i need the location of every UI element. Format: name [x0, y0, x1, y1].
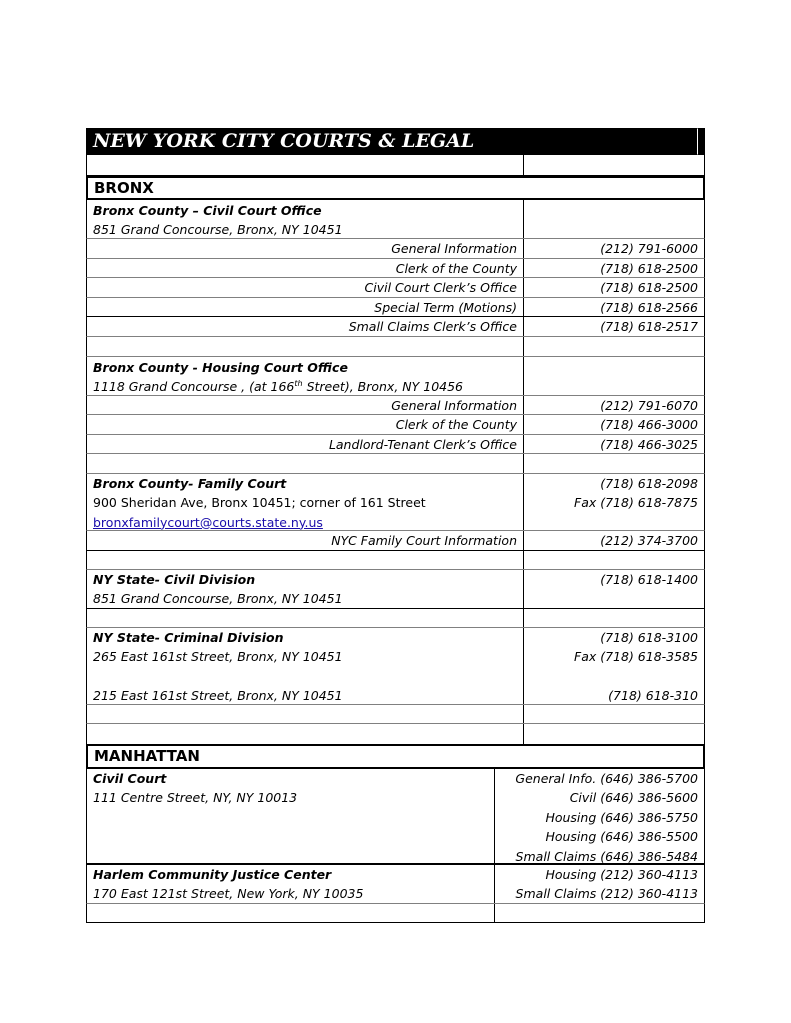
bronx-family-court-address: 900 Sheridan Ave, Bronx 10451; corner of 161 Street — [93, 495, 426, 511]
section-heading-bronx: BRONX — [86, 176, 705, 200]
spacer-row — [86, 551, 705, 570]
bronx-family-court-name: Bronx County- Family Court — [93, 476, 287, 491]
title-bar-end — [697, 128, 705, 155]
bronx-family-court-phone: (718) 618-2098 — [600, 476, 698, 491]
civil-division-address: 851 Grand Concourse, Bronx, NY 10451 — [93, 591, 343, 607]
contact-row — [86, 298, 705, 317]
contact-label: Clerk of the County — [395, 417, 517, 432]
contact-row — [86, 396, 705, 415]
contact-label: Landlord-Tenant Clerk’s Office — [328, 437, 517, 452]
bronx-housing-court-name: Bronx County - Housing Court Office — [93, 360, 348, 375]
contact-row — [86, 435, 705, 454]
page-title: NEW YORK CITY COURTS & LEGAL — [86, 128, 697, 155]
contact-phone: (212) 791-6000 — [600, 241, 698, 256]
criminal-division-phone-2: (718) 618-310 — [608, 688, 698, 704]
harlem-justice-center-row — [86, 865, 705, 904]
spacer-row — [86, 609, 705, 628]
contact-label: General Information — [391, 241, 517, 256]
bronx-family-court-row — [86, 474, 705, 531]
bronx-family-court-fax: Fax (718) 618-7875 — [574, 495, 698, 511]
spacer-row — [86, 705, 705, 724]
criminal-division-fax: Fax (718) 618-3585 — [574, 649, 698, 665]
spacer-row — [86, 904, 705, 923]
address-part: Street), Bronx, NY 10456 — [302, 379, 464, 395]
manhattan-civil-court-name: Civil Court — [93, 771, 167, 786]
address-part: 1118 Grand Concourse , (at 166 — [93, 379, 295, 395]
bronx-housing-court-row — [86, 357, 705, 396]
criminal-division-name: NY State- Criminal Division — [93, 630, 284, 645]
contact-row — [86, 259, 705, 278]
contact-phone: (718) 618-2517 — [600, 319, 698, 334]
criminal-division-phone: (718) 618-3100 — [600, 630, 698, 645]
contact-phone: (718) 618-2500 — [600, 280, 698, 295]
contact-row — [86, 317, 705, 337]
contact-row — [86, 415, 705, 435]
civil-division-phone: (718) 618-1400 — [600, 572, 698, 587]
harlem-justice-center-name: Harlem Community Justice Center — [93, 867, 332, 882]
harlem-justice-center-phone: Housing (212) 360-4113 — [545, 867, 698, 882]
criminal-division-address: 265 East 161st Street, Bronx, NY 10451 — [93, 649, 343, 665]
section-heading-manhattan: MANHATTAN — [86, 744, 705, 769]
bronx-family-court-email-link[interactable]: bronxfamilycourt@courts.state.ny.us — [93, 514, 323, 530]
contact-phone: (718) 466-3000 — [600, 417, 698, 432]
contact-phone: (718) 618-2500 — [600, 261, 698, 276]
manhattan-civil-court-phone: Housing (646) 386-5500 — [545, 829, 698, 845]
harlem-justice-center-phone: Small Claims (212) 360-4113 — [515, 886, 698, 902]
bronx-civil-court-address: 851 Grand Concourse, Bronx, NY 10451 — [93, 222, 343, 238]
manhattan-civil-court-phone: Housing (646) 386-5750 — [545, 809, 698, 825]
family-court-info-phone: (212) 374-3700 — [600, 533, 698, 548]
spacer-row — [86, 337, 705, 357]
manhattan-civil-court-phone: Civil (646) 386-5600 — [569, 790, 698, 806]
contact-phone: (718) 618-2566 — [600, 300, 698, 315]
bronx-civil-court-name: Bronx County – Civil Court Office — [93, 203, 322, 218]
contact-phone: (718) 466-3025 — [600, 437, 698, 452]
spacer-row — [86, 454, 705, 474]
contact-label: Special Term (Motions) — [374, 300, 517, 315]
family-court-info-label: NYC Family Court Information — [331, 533, 517, 548]
criminal-division-row — [86, 628, 705, 705]
civil-division-name: NY State- Civil Division — [93, 572, 256, 587]
spacer-row — [86, 155, 705, 176]
contact-label: General Information — [391, 398, 517, 413]
criminal-division-address-2: 215 East 161st Street, Bronx, NY 10451 — [93, 688, 343, 704]
contact-label: Small Claims Clerk’s Office — [348, 319, 517, 334]
spacer-row — [86, 724, 705, 744]
manhattan-civil-court-phone: General Info. (646) 386-5700 — [515, 771, 698, 786]
contact-row — [86, 278, 705, 298]
contact-row — [86, 531, 705, 551]
harlem-justice-center-address: 170 East 121st Street, New York, NY 10035 — [93, 886, 364, 902]
bronx-housing-court-address — [87, 377, 523, 396]
contact-phone: (212) 791-6070 — [600, 398, 698, 413]
manhattan-civil-court-row — [86, 769, 705, 865]
manhattan-civil-court-phone: Small Claims (646) 386-5484 — [515, 848, 698, 864]
address-ordinal: th — [294, 379, 303, 389]
contact-row — [86, 239, 705, 259]
manhattan-civil-court-address: 111 Centre Street, NY, NY 10013 — [93, 790, 298, 806]
contact-label: Clerk of the County — [395, 261, 517, 276]
bronx-civil-court-row — [86, 200, 705, 239]
civil-division-row — [86, 570, 705, 609]
contact-label: Civil Court Clerk’s Office — [364, 280, 517, 295]
